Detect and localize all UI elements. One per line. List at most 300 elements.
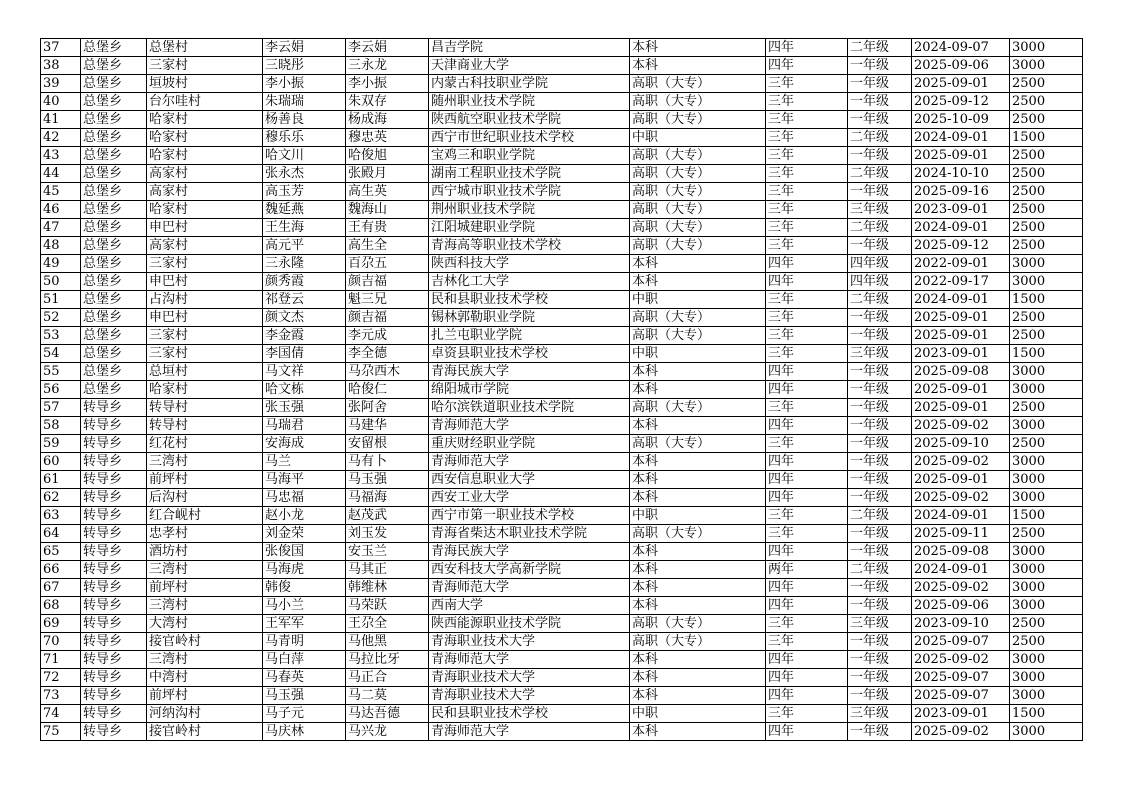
township-cell: 转导乡 [81,651,147,669]
enrollment-date-cell: 2025-09-01 [912,399,1010,417]
row-number-cell: 41 [41,111,81,129]
student-name-cell: 马庆林 [263,723,346,741]
enrollment-date-cell: 2025-09-01 [912,147,1010,165]
row-number-cell: 43 [41,147,81,165]
school-name-cell: 锡林郭勒职业学院 [429,309,630,327]
enrollment-date-cell: 2023-09-01 [912,345,1010,363]
school-name-cell: 民和县职业技术学校 [429,705,630,723]
table-row [41,201,1083,219]
row-number-cell: 38 [41,57,81,75]
school-name-cell: 青海职业技术大学 [429,633,630,651]
grade-cell: 一年级 [848,237,912,255]
row-number-cell: 65 [41,543,81,561]
guardian-name-cell: 王有贵 [346,219,429,237]
school-name-cell: 西安信息职业大学 [429,471,630,489]
village-cell: 红合岘村 [147,507,263,525]
enrollment-date-cell: 2025-09-10 [912,435,1010,453]
village-cell: 转导村 [147,417,263,435]
row-number-cell: 73 [41,687,81,705]
township-cell: 总堡乡 [81,93,147,111]
school-name-cell: 青海职业技术大学 [429,669,630,687]
guardian-name-cell: 赵茂武 [346,507,429,525]
village-cell: 三湾村 [147,453,263,471]
guardian-name-cell: 穆忠英 [346,129,429,147]
school-name-cell: 扎兰屯职业学院 [429,327,630,345]
grade-cell: 二年级 [848,39,912,57]
program-length-cell: 三年 [766,93,848,111]
village-cell: 占沟村 [147,291,263,309]
row-number-cell: 37 [41,39,81,57]
school-name-cell: 宝鸡三和职业学院 [429,147,630,165]
education-level-cell: 高职（大专） [630,399,766,417]
student-name-cell: 李国倩 [263,345,346,363]
row-number-cell: 44 [41,165,81,183]
township-cell: 总堡乡 [81,201,147,219]
student-name-cell: 马子元 [263,705,346,723]
enrollment-date-cell: 2023-09-10 [912,615,1010,633]
education-level-cell: 本科 [630,39,766,57]
table-row [41,345,1083,363]
program-length-cell: 三年 [766,75,848,93]
township-cell: 总堡乡 [81,75,147,93]
student-aid-table [40,38,1083,741]
village-cell: 大湾村 [147,615,263,633]
village-cell: 总垣村 [147,363,263,381]
student-name-cell: 马春英 [263,669,346,687]
township-cell: 转导乡 [81,507,147,525]
guardian-name-cell: 颜吉福 [346,309,429,327]
aid-amount-cell: 2500 [1010,615,1083,633]
village-cell: 后沟村 [147,489,263,507]
grade-cell: 一年级 [848,471,912,489]
enrollment-date-cell: 2022-09-01 [912,255,1010,273]
guardian-name-cell: 安留根 [346,435,429,453]
student-name-cell: 杨善良 [263,111,346,129]
table-body [41,39,1083,741]
village-cell: 前坪村 [147,471,263,489]
table-row [41,453,1083,471]
school-name-cell: 天津商业大学 [429,57,630,75]
row-number-cell: 75 [41,723,81,741]
table-row [41,165,1083,183]
program-length-cell: 两年 [766,561,848,579]
guardian-name-cell: 张阿舍 [346,399,429,417]
enrollment-date-cell: 2023-09-01 [912,201,1010,219]
aid-amount-cell: 1500 [1010,291,1083,309]
grade-cell: 一年级 [848,57,912,75]
row-number-cell: 59 [41,435,81,453]
enrollment-date-cell: 2025-09-08 [912,363,1010,381]
enrollment-date-cell: 2025-10-09 [912,111,1010,129]
row-number-cell: 68 [41,597,81,615]
student-name-cell: 马瑞君 [263,417,346,435]
enrollment-date-cell: 2024-09-01 [912,219,1010,237]
guardian-name-cell: 马尕西木 [346,363,429,381]
row-number-cell: 48 [41,237,81,255]
grade-cell: 一年级 [848,363,912,381]
school-name-cell: 青海民族大学 [429,543,630,561]
row-number-cell: 42 [41,129,81,147]
school-name-cell: 西安科技大学高新学院 [429,561,630,579]
guardian-name-cell: 马福海 [346,489,429,507]
education-level-cell: 本科 [630,57,766,75]
school-name-cell: 青海高等职业技术学校 [429,237,630,255]
township-cell: 总堡乡 [81,273,147,291]
table-row [41,507,1083,525]
guardian-name-cell: 王尕全 [346,615,429,633]
education-level-cell: 高职（大专） [630,237,766,255]
village-cell: 哈家村 [147,129,263,147]
township-cell: 转导乡 [81,525,147,543]
education-level-cell: 中职 [630,291,766,309]
table-row [41,57,1083,75]
village-cell: 三湾村 [147,561,263,579]
aid-amount-cell: 2500 [1010,327,1083,345]
township-cell: 总堡乡 [81,345,147,363]
table-row [41,597,1083,615]
education-level-cell: 本科 [630,381,766,399]
education-level-cell: 本科 [630,471,766,489]
row-number-cell: 54 [41,345,81,363]
program-length-cell: 三年 [766,309,848,327]
education-level-cell: 本科 [630,723,766,741]
aid-amount-cell: 2500 [1010,93,1083,111]
township-cell: 转导乡 [81,705,147,723]
program-length-cell: 四年 [766,651,848,669]
guardian-name-cell: 哈俊旭 [346,147,429,165]
student-name-cell: 马小兰 [263,597,346,615]
program-length-cell: 四年 [766,543,848,561]
program-length-cell: 四年 [766,687,848,705]
school-name-cell: 湖南工程职业技术学院 [429,165,630,183]
aid-amount-cell: 2500 [1010,435,1083,453]
student-name-cell: 刘金荣 [263,525,346,543]
student-name-cell: 马文祥 [263,363,346,381]
row-number-cell: 63 [41,507,81,525]
row-number-cell: 71 [41,651,81,669]
aid-amount-cell: 2500 [1010,111,1083,129]
enrollment-date-cell: 2023-09-01 [912,705,1010,723]
student-name-cell: 张俊国 [263,543,346,561]
grade-cell: 一年级 [848,687,912,705]
village-cell: 三湾村 [147,597,263,615]
grade-cell: 三年级 [848,615,912,633]
aid-amount-cell: 2500 [1010,633,1083,651]
township-cell: 转导乡 [81,453,147,471]
student-name-cell: 李云娟 [263,39,346,57]
education-level-cell: 中职 [630,507,766,525]
education-level-cell: 本科 [630,273,766,291]
school-name-cell: 青海省柴达木职业技术学院 [429,525,630,543]
school-name-cell: 青海师范大学 [429,723,630,741]
program-length-cell: 四年 [766,273,848,291]
aid-amount-cell: 1500 [1010,705,1083,723]
school-name-cell: 青海民族大学 [429,363,630,381]
township-cell: 总堡乡 [81,57,147,75]
aid-amount-cell: 3000 [1010,597,1083,615]
aid-amount-cell: 3000 [1010,723,1083,741]
grade-cell: 一年级 [848,669,912,687]
guardian-name-cell: 朱双存 [346,93,429,111]
guardian-name-cell: 刘玉发 [346,525,429,543]
guardian-name-cell: 李小振 [346,75,429,93]
guardian-name-cell: 马有卜 [346,453,429,471]
aid-amount-cell: 3000 [1010,57,1083,75]
grade-cell: 一年级 [848,309,912,327]
student-name-cell: 韩俊 [263,579,346,597]
grade-cell: 一年级 [848,597,912,615]
table-row [41,561,1083,579]
table-row [41,669,1083,687]
enrollment-date-cell: 2025-09-11 [912,525,1010,543]
school-name-cell: 陕西能源职业技术学院 [429,615,630,633]
enrollment-date-cell: 2025-09-07 [912,633,1010,651]
guardian-name-cell: 马达吾德 [346,705,429,723]
enrollment-date-cell: 2025-09-06 [912,597,1010,615]
guardian-name-cell: 马建华 [346,417,429,435]
education-level-cell: 本科 [630,561,766,579]
township-cell: 总堡乡 [81,165,147,183]
student-name-cell: 马忠福 [263,489,346,507]
row-number-cell: 55 [41,363,81,381]
student-name-cell: 颜文杰 [263,309,346,327]
enrollment-date-cell: 2025-09-06 [912,57,1010,75]
student-name-cell: 马海平 [263,471,346,489]
village-cell: 台尔哇村 [147,93,263,111]
aid-amount-cell: 3000 [1010,687,1083,705]
guardian-name-cell: 李云娟 [346,39,429,57]
village-cell: 总堡村 [147,39,263,57]
table-row [41,273,1083,291]
enrollment-date-cell: 2025-09-02 [912,453,1010,471]
aid-amount-cell: 3000 [1010,543,1083,561]
student-name-cell: 赵小龙 [263,507,346,525]
aid-amount-cell: 1500 [1010,129,1083,147]
school-name-cell: 哈尔滨铁道职业技术学院 [429,399,630,417]
grade-cell: 一年级 [848,93,912,111]
enrollment-date-cell: 2024-10-10 [912,165,1010,183]
table-row [41,129,1083,147]
village-cell: 前坪村 [147,687,263,705]
program-length-cell: 四年 [766,669,848,687]
row-number-cell: 58 [41,417,81,435]
table-row [41,255,1083,273]
grade-cell: 一年级 [848,417,912,435]
education-level-cell: 高职（大专） [630,93,766,111]
aid-amount-cell: 2500 [1010,165,1083,183]
guardian-name-cell: 马正合 [346,669,429,687]
grade-cell: 一年级 [848,147,912,165]
grade-cell: 一年级 [848,111,912,129]
village-cell: 垣坡村 [147,75,263,93]
student-name-cell: 高元平 [263,237,346,255]
student-name-cell: 祁登云 [263,291,346,309]
aid-amount-cell: 2500 [1010,525,1083,543]
village-cell: 转导村 [147,399,263,417]
education-level-cell: 高职（大专） [630,219,766,237]
program-length-cell: 三年 [766,291,848,309]
table-row [41,291,1083,309]
enrollment-date-cell: 2025-09-07 [912,687,1010,705]
program-length-cell: 四年 [766,453,848,471]
row-number-cell: 53 [41,327,81,345]
school-name-cell: 绵阳城市学院 [429,381,630,399]
township-cell: 总堡乡 [81,255,147,273]
row-number-cell: 62 [41,489,81,507]
enrollment-date-cell: 2025-09-01 [912,327,1010,345]
grade-cell: 二年级 [848,165,912,183]
student-name-cell: 朱瑞瑞 [263,93,346,111]
student-name-cell: 哈文栋 [263,381,346,399]
program-length-cell: 三年 [766,633,848,651]
enrollment-date-cell: 2025-09-02 [912,489,1010,507]
table-row [41,705,1083,723]
education-level-cell: 高职（大专） [630,201,766,219]
aid-amount-cell: 3000 [1010,255,1083,273]
student-name-cell: 李金霞 [263,327,346,345]
township-cell: 总堡乡 [81,327,147,345]
grade-cell: 一年级 [848,435,912,453]
grade-cell: 一年级 [848,381,912,399]
program-length-cell: 三年 [766,183,848,201]
enrollment-date-cell: 2025-09-02 [912,417,1010,435]
table-row [41,363,1083,381]
aid-amount-cell: 2500 [1010,147,1083,165]
aid-amount-cell: 2500 [1010,399,1083,417]
grade-cell: 四年级 [848,273,912,291]
school-name-cell: 随州职业技术学院 [429,93,630,111]
table-row [41,147,1083,165]
aid-amount-cell: 2500 [1010,237,1083,255]
program-length-cell: 四年 [766,39,848,57]
enrollment-date-cell: 2025-09-12 [912,237,1010,255]
school-name-cell: 西宁城市职业技术学院 [429,183,630,201]
aid-amount-cell: 3000 [1010,669,1083,687]
table-row [41,489,1083,507]
row-number-cell: 56 [41,381,81,399]
township-cell: 总堡乡 [81,147,147,165]
guardian-name-cell: 马其正 [346,561,429,579]
township-cell: 转导乡 [81,669,147,687]
school-name-cell: 西安工业大学 [429,489,630,507]
grade-cell: 一年级 [848,651,912,669]
grade-cell: 二年级 [848,129,912,147]
program-length-cell: 三年 [766,219,848,237]
village-cell: 接官岭村 [147,723,263,741]
program-length-cell: 四年 [766,363,848,381]
enrollment-date-cell: 2025-09-01 [912,309,1010,327]
program-length-cell: 四年 [766,255,848,273]
row-number-cell: 64 [41,525,81,543]
student-name-cell: 张永杰 [263,165,346,183]
aid-amount-cell: 3000 [1010,381,1083,399]
village-cell: 申巴村 [147,273,263,291]
grade-cell: 一年级 [848,453,912,471]
grade-cell: 一年级 [848,525,912,543]
guardian-name-cell: 三永龙 [346,57,429,75]
enrollment-date-cell: 2025-09-02 [912,579,1010,597]
aid-amount-cell: 3000 [1010,489,1083,507]
township-cell: 总堡乡 [81,363,147,381]
education-level-cell: 本科 [630,651,766,669]
student-name-cell: 王军军 [263,615,346,633]
program-length-cell: 三年 [766,435,848,453]
education-level-cell: 本科 [630,255,766,273]
education-level-cell: 高职（大专） [630,165,766,183]
program-length-cell: 三年 [766,129,848,147]
education-level-cell: 本科 [630,543,766,561]
grade-cell: 一年级 [848,633,912,651]
education-level-cell: 高职（大专） [630,435,766,453]
education-level-cell: 高职（大专） [630,615,766,633]
guardian-name-cell: 百尕五 [346,255,429,273]
guardian-name-cell: 高生全 [346,237,429,255]
education-level-cell: 高职（大专） [630,147,766,165]
student-name-cell: 穆乐乐 [263,129,346,147]
township-cell: 转导乡 [81,633,147,651]
aid-amount-cell: 3000 [1010,273,1083,291]
guardian-name-cell: 马二莫 [346,687,429,705]
table-row [41,471,1083,489]
education-level-cell: 高职（大专） [630,183,766,201]
student-name-cell: 颜秀霞 [263,273,346,291]
program-length-cell: 四年 [766,381,848,399]
guardian-name-cell: 马拉比牙 [346,651,429,669]
student-name-cell: 李小振 [263,75,346,93]
guardian-name-cell: 马兴龙 [346,723,429,741]
school-name-cell: 重庆财经职业学院 [429,435,630,453]
school-name-cell: 卓资县职业技术学校 [429,345,630,363]
program-length-cell: 四年 [766,723,848,741]
student-name-cell: 马兰 [263,453,346,471]
village-cell: 高家村 [147,165,263,183]
program-length-cell: 四年 [766,471,848,489]
table-row [41,615,1083,633]
table-row [41,75,1083,93]
education-level-cell: 本科 [630,453,766,471]
village-cell: 高家村 [147,183,263,201]
row-number-cell: 57 [41,399,81,417]
grade-cell: 一年级 [848,723,912,741]
program-length-cell: 三年 [766,615,848,633]
school-name-cell: 西宁市第一职业技术学校 [429,507,630,525]
school-name-cell: 青海师范大学 [429,417,630,435]
enrollment-date-cell: 2025-09-12 [912,93,1010,111]
program-length-cell: 三年 [766,111,848,129]
education-level-cell: 中职 [630,705,766,723]
row-number-cell: 69 [41,615,81,633]
program-length-cell: 三年 [766,201,848,219]
table-row [41,219,1083,237]
grade-cell: 一年级 [848,543,912,561]
program-length-cell: 四年 [766,489,848,507]
student-name-cell: 马白萍 [263,651,346,669]
aid-amount-cell: 3000 [1010,39,1083,57]
row-number-cell: 52 [41,309,81,327]
village-cell: 中湾村 [147,669,263,687]
school-name-cell: 青海职业技术大学 [429,687,630,705]
education-level-cell: 本科 [630,597,766,615]
village-cell: 三家村 [147,327,263,345]
village-cell: 申巴村 [147,309,263,327]
student-name-cell: 高玉芳 [263,183,346,201]
table-row [41,381,1083,399]
student-name-cell: 马青明 [263,633,346,651]
township-cell: 转导乡 [81,579,147,597]
table-row [41,93,1083,111]
table-row [41,723,1083,741]
table-row [41,327,1083,345]
